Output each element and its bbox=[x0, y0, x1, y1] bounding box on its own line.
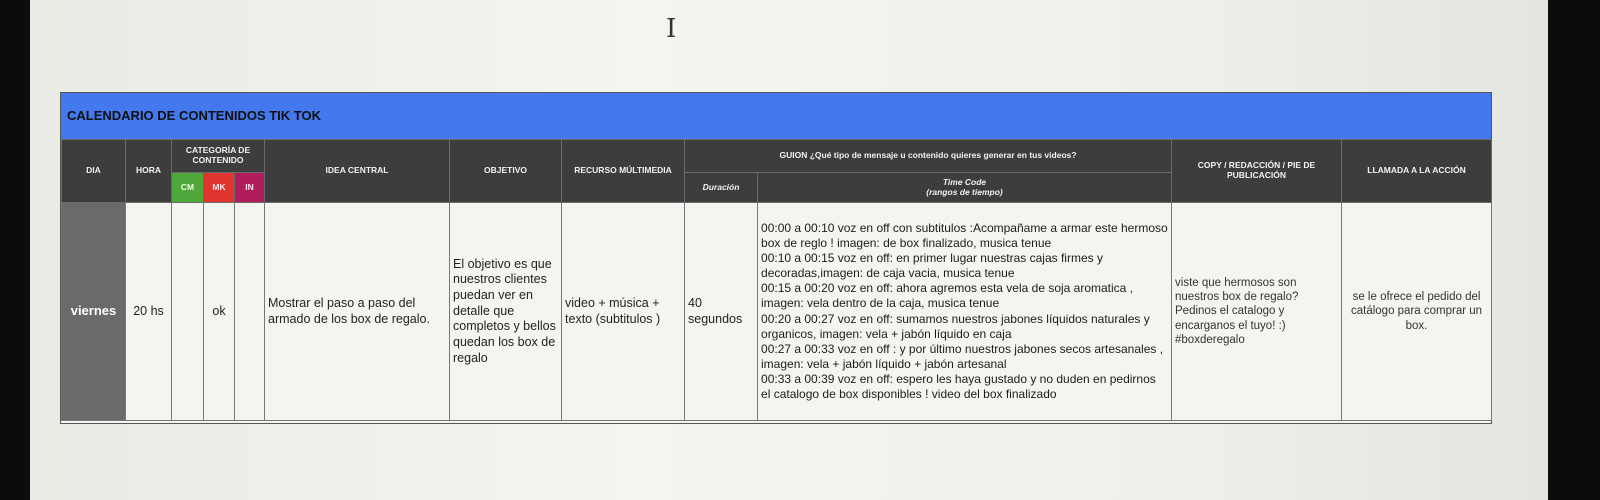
spreadsheet bbox=[60, 92, 1492, 424]
cell-objetivo[interactable]: El objetivo es que nuestros clientes puedan ver en detalle que completos y bellos quedan los box de regalo bbox=[450, 203, 562, 421]
header-timecode-label: Time Code bbox=[942, 176, 987, 187]
guion-line: 00:00 a 00:10 voz en off con subtitulos :Acompañame a armar este hermoso box de reglo ! imagen: de box finalizado, musica tenue bbox=[761, 220, 1168, 250]
text-cursor-icon: I bbox=[666, 14, 677, 44]
header-guion[interactable]: GUION ¿Qué tipo de mensaje u contenido quieres generar en tus videos? bbox=[685, 140, 1172, 173]
header-timecode-sub: (rangos de tiempo) bbox=[926, 186, 1003, 197]
guion-line: 00:15 a 00:20 voz en off: ahora agremos esta vela de soja aromatica , imagen: vela dentro de la caja, musica tenue bbox=[761, 281, 1134, 311]
guion-line: 00:33 a 00:39 voz en off: espero les haya gustado y no duden en pedirnos el catalogo de box disponibles ! video del box finalizado bbox=[761, 371, 1156, 402]
guion-line: 00:20 a 00:27 voz en off: sumamos nuestros jabones líquidos naturales y organicos, imagen: vela + jabón líquido en caja bbox=[761, 311, 1150, 341]
header-in[interactable]: IN bbox=[235, 173, 265, 203]
cell-copy[interactable]: viste que hermosos son nuestros box de regalo? Pedinos el catalogo y encarganos el tuyo! :) #boxderegalo bbox=[1172, 203, 1342, 421]
guion-line: 00:10 a 00:15 voz en off: en primer lugar nuestras cajas firmes y decoradas,imagen: de caja vacia, musica tenue bbox=[761, 251, 1103, 281]
header-hora[interactable]: HORA bbox=[126, 140, 172, 203]
cell-duracion[interactable]: 40 segundos bbox=[685, 203, 758, 421]
header-duracion[interactable]: Duración bbox=[685, 173, 758, 203]
header-copy[interactable]: COPY / REDACCIÓN / PIE DE PUBLICACIÓN bbox=[1172, 140, 1342, 203]
cell-idea-central[interactable]: Mostrar el paso a paso del armado de los box de regalo. bbox=[265, 203, 450, 421]
header-mk[interactable]: MK bbox=[204, 173, 235, 203]
header-dia[interactable]: DIA bbox=[62, 140, 126, 203]
header-idea-central[interactable]: IDEA CENTRAL bbox=[265, 140, 450, 203]
sheet-title: CALENDARIO DE CONTENIDOS TIK TOK bbox=[67, 108, 321, 123]
header-categoria[interactable]: CATEGORÍA DE CONTENIDO bbox=[172, 140, 265, 173]
header-cta[interactable]: LLAMADA A LA ACCIÓN bbox=[1342, 140, 1492, 203]
cell-cta[interactable]: se le ofrece el pedido del catálogo para comprar un box. bbox=[1342, 203, 1492, 421]
cell-hora[interactable]: 20 hs bbox=[126, 203, 172, 421]
header-recurso[interactable]: RECURSO MÚLTIMEDIA bbox=[562, 140, 685, 203]
header-objetivo[interactable]: OBJETIVO bbox=[450, 140, 562, 203]
header-timecode[interactable] bbox=[758, 173, 1172, 203]
content-calendar-table bbox=[61, 139, 1492, 421]
cell-mk[interactable]: ok bbox=[204, 203, 235, 421]
cell-dia[interactable]: viernes bbox=[62, 203, 126, 421]
cell-timecode[interactable] bbox=[758, 203, 1172, 421]
table-row bbox=[62, 203, 1492, 421]
monitor-screen bbox=[30, 0, 1548, 500]
cell-recurso[interactable]: video + música + texto (subtitulos ) bbox=[562, 203, 685, 421]
cell-in[interactable] bbox=[235, 203, 265, 421]
guion-line: 00:27 a 00:33 voz en off : y por último nuestros jabones secos artesanales , imagen: vela + jabón líquido + jabón artesanal bbox=[761, 341, 1164, 371]
title-banner bbox=[61, 93, 1491, 140]
header-cm[interactable]: CM bbox=[172, 173, 204, 203]
cell-cm[interactable] bbox=[172, 203, 204, 421]
